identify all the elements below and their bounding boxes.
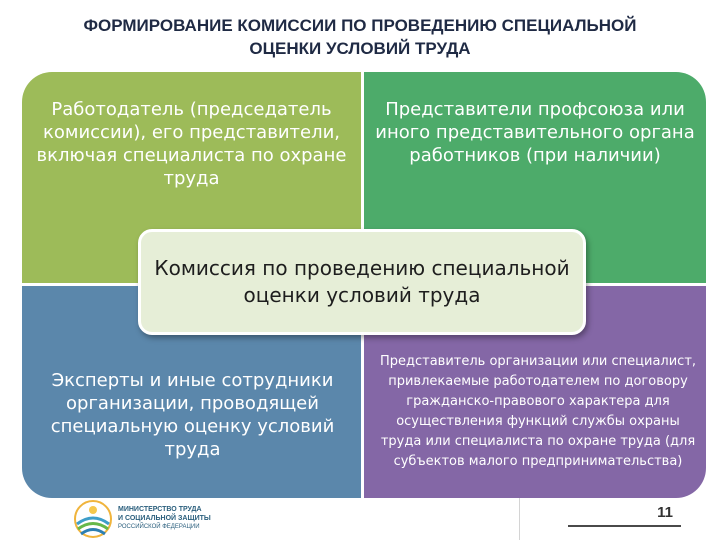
quadrant-contractor-text: Представитель организации или специалист, привлекаемые работодателем по договору гражданско-правового характера для осуществления функций службы охраны труда или специалиста по охране труда (для субъектов малого предпринимательства) <box>379 354 697 469</box>
page-number-area <box>519 498 691 540</box>
ministry-logo-icon <box>72 498 114 540</box>
logo-line-2: И СОЦИАЛЬНОЙ ЗАЩИТЫ <box>118 515 211 522</box>
quadrant-union-text: Представители профсоюза или иного представительного органа работников (при наличии) <box>375 99 695 166</box>
page-number-underline <box>568 525 681 527</box>
page-title <box>0 14 720 60</box>
logo-line-3: РОССИЙСКОЙ ФЕДЕРАЦИИ <box>118 524 200 530</box>
commission-center-box <box>138 229 586 335</box>
logo-line-1: МИНИСТЕРСТВО ТРУДА <box>118 506 202 513</box>
title-line-1: ФОРМИРОВАНИЕ КОМИССИИ ПО ПРОВЕДЕНИЮ СПЕЦИАЛЬНОЙ <box>83 16 637 35</box>
page-number: 11 <box>657 504 673 521</box>
quadrant-employer-text: Работодатель (председатель комиссии), его представители, включая специалиста по охране труда <box>36 99 347 189</box>
title-line-2: ОЦЕНКИ УСЛОВИЙ ТРУДА <box>249 39 471 58</box>
ministry-logo-text <box>118 505 211 532</box>
commission-center-text: Комиссия по проведению специальной оценки условий труда <box>154 256 570 307</box>
quadrant-experts-text: Эксперты и иные сотрудники организации, проводящей специальную оценку условий труда <box>50 370 335 460</box>
